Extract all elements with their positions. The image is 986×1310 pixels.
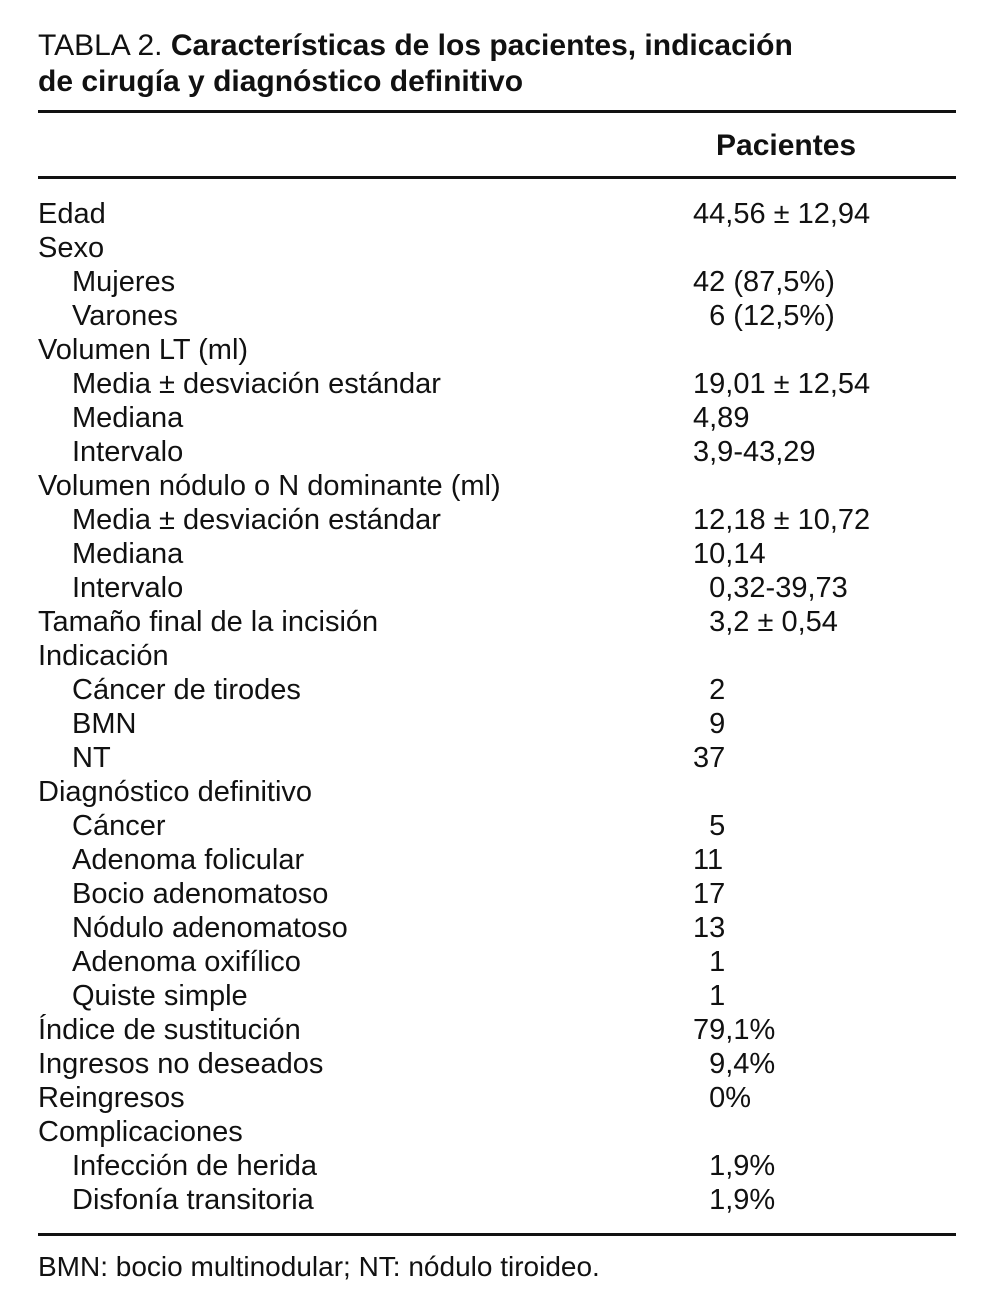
row-label: Media ± desviación estándar: [72, 504, 441, 536]
table-row: [38, 843, 956, 877]
row-value: 1,9%: [693, 1150, 776, 1182]
table-row: [38, 367, 956, 401]
row-value: 19,01 ± 12,54: [693, 368, 871, 400]
row-label: Complicaciones: [38, 1116, 243, 1148]
table-row: [38, 1047, 956, 1081]
row-value: 3,2 ± 0,54: [693, 606, 838, 638]
table-number: TABLA 2.: [38, 29, 163, 62]
row-label: Cáncer: [72, 810, 166, 842]
row-label: Mediana: [72, 402, 184, 434]
table-footnote: BMN: bocio multinodular; NT: nódulo tiroideo.: [38, 1251, 600, 1282]
row-label: Indicación: [38, 640, 169, 672]
row-value: 9,4%: [693, 1048, 776, 1080]
row-value: 2: [693, 674, 726, 706]
table-row: [38, 639, 956, 673]
row-value: 9: [693, 708, 726, 740]
row-value: 0%: [693, 1082, 752, 1114]
table-row: [38, 775, 956, 809]
table-caption-line2: de cirugía y diagnóstico definitivo: [38, 65, 524, 98]
row-value: 5: [693, 810, 726, 842]
row-value: 17: [693, 878, 726, 910]
row-value: 79,1%: [693, 1014, 776, 1046]
row-value: 1,9%: [693, 1184, 776, 1216]
row-label: Ingresos no deseados: [38, 1048, 324, 1080]
table-row: [38, 503, 956, 537]
table-body: [38, 197, 956, 1217]
row-label: Bocio adenomatoso: [72, 878, 329, 910]
row-label: Varones: [72, 300, 178, 332]
row-label: Mujeres: [72, 266, 176, 298]
table-row: [38, 469, 956, 503]
table-row: [38, 231, 956, 265]
table-row: [38, 435, 956, 469]
table-row: [38, 537, 956, 571]
row-label: Volumen LT (ml): [38, 334, 249, 366]
row-label: Intervalo: [72, 572, 184, 604]
table-caption-line1: Características de los pacientes, indicación: [170, 29, 793, 62]
table-row: [38, 1149, 956, 1183]
row-value: 3,9-43,29: [693, 436, 816, 468]
row-value: 0,32-39,73: [693, 572, 848, 604]
table-row: [38, 605, 956, 639]
row-value: 1: [693, 980, 726, 1012]
table-row: [38, 1013, 956, 1047]
row-label: Cáncer de tirodes: [72, 674, 301, 706]
row-label: Infección de herida: [72, 1150, 318, 1182]
row-value: 6 (12,5%): [693, 300, 835, 332]
table-row: [38, 945, 956, 979]
row-value: 37: [693, 742, 726, 774]
table-row: [38, 707, 956, 741]
table-row: [38, 911, 956, 945]
row-label: Edad: [38, 198, 106, 230]
table-row: [38, 1183, 956, 1217]
row-label: Adenoma folicular: [72, 844, 305, 876]
row-value: 13: [693, 912, 726, 944]
row-label: Quiste simple: [72, 980, 248, 1012]
table-row: [38, 877, 956, 911]
table-row: [38, 1081, 956, 1115]
row-label: Reingresos: [38, 1082, 185, 1114]
row-value: 11: [693, 844, 724, 876]
column-header-pacientes: Pacientes: [716, 129, 857, 162]
row-label: Mediana: [72, 538, 184, 570]
row-value: 12,18 ± 10,72: [693, 504, 871, 536]
row-label: Media ± desviación estándar: [72, 368, 441, 400]
table-row: [38, 741, 956, 775]
row-label: Intervalo: [72, 436, 184, 468]
row-label: Disfonía transitoria: [72, 1184, 314, 1216]
row-value: 10,14: [693, 538, 766, 570]
row-value: 1: [693, 946, 726, 978]
table-row: [38, 333, 956, 367]
row-label: Tamaño final de la incisión: [38, 606, 379, 638]
bottom-rule: [38, 1233, 956, 1236]
row-label: Nódulo adenomatoso: [72, 912, 348, 944]
table-row: [38, 571, 956, 605]
row-value: 4,89: [693, 402, 750, 434]
table-title: [38, 28, 958, 100]
row-label: Índice de sustitución: [38, 1014, 301, 1046]
table-row: [38, 979, 956, 1013]
row-label: BMN: [72, 708, 137, 740]
table-row: [38, 299, 956, 333]
table-row: [38, 673, 956, 707]
table-row: [38, 809, 956, 843]
row-label: NT: [72, 742, 111, 774]
row-label: Diagnóstico definitivo: [38, 776, 313, 808]
table-row: [38, 265, 956, 299]
row-label: Sexo: [38, 232, 105, 264]
row-value: 42 (87,5%): [693, 266, 835, 298]
header-rule: [38, 176, 956, 179]
table-row: [38, 197, 956, 231]
table-row: [38, 401, 956, 435]
row-label: Adenoma oxifílico: [72, 946, 301, 978]
top-rule: [38, 110, 956, 113]
table-row: [38, 1115, 956, 1149]
row-label: Volumen nódulo o N dominante (ml): [38, 470, 501, 502]
row-value: 44,56 ± 12,94: [693, 198, 871, 230]
